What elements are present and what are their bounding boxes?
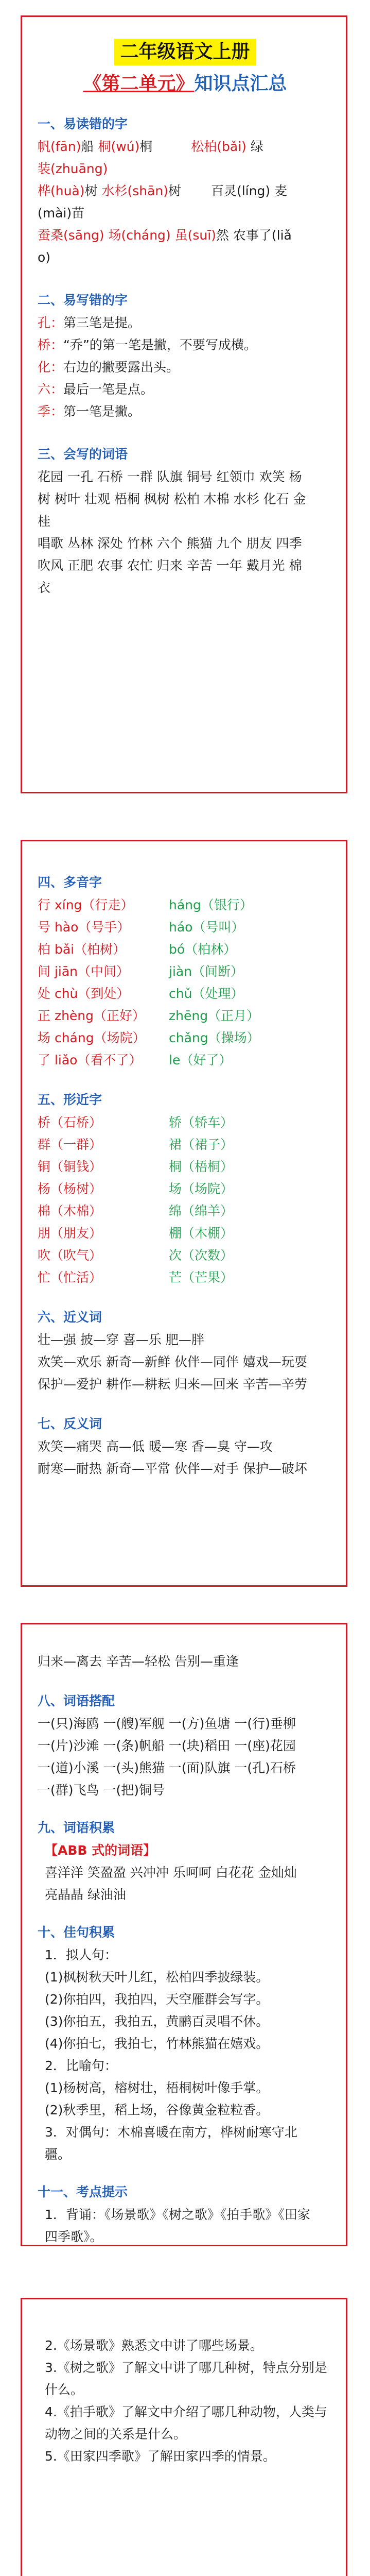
exam-point-line: 2.《场景歌》熟悉文中讲了哪些场景。 xyxy=(45,2338,263,2353)
card-1 xyxy=(21,15,347,793)
similar-char-row-left: 杨（杨树） xyxy=(38,1181,102,1196)
hard-to-read-line xyxy=(38,202,332,224)
antonym-continued-line xyxy=(38,1650,332,1672)
reading-segment: 松柏(bǎi) xyxy=(191,139,246,154)
hard-char: 季： xyxy=(38,404,64,419)
s3-lines xyxy=(38,466,332,599)
reading-segment: 虽(suī) xyxy=(174,228,216,243)
reading-segment: 绿 xyxy=(246,139,263,154)
similar-char-row-right: 裙（裙子） xyxy=(169,1137,234,1152)
section-heading-8: 八、词语搭配 xyxy=(38,1693,115,1708)
polyphone-row-left: 间 jiān（中间） xyxy=(38,964,130,979)
similar-char-row-left: 忙（忙活） xyxy=(38,1270,102,1285)
sentence-line: (1)枫树秋天叶儿红，松柏四季披绿装。 xyxy=(45,1970,269,1985)
hard-to-read-line xyxy=(38,135,332,158)
similar-char-row xyxy=(38,1200,332,1222)
reading-segment: 船 xyxy=(81,139,98,154)
section-heading-5: 五、形近字 xyxy=(38,1092,102,1107)
hard-to-write-item xyxy=(38,400,332,422)
word-line: 吹风 正肥 农事 农忙 归来 辛苦 一年 戴月光 棉 xyxy=(38,558,302,573)
similar-char-row xyxy=(38,1133,332,1156)
reading-segment: 树 xyxy=(84,183,102,198)
exam-point-line: 3.《树之歌》了解文中讲了哪几种树，特点分别是 xyxy=(45,2360,327,2375)
antonym-line: 欢笑—痛哭 高—低 暖—寒 香—臭 守—攻 xyxy=(38,1439,273,1454)
section-heading-3: 三、会写的词语 xyxy=(38,447,128,462)
exam-point-line: 动物之间的关系是什么。 xyxy=(45,2427,187,2442)
reading-segment: 树 xyxy=(168,183,185,198)
section-heading-9: 九、词语积累 xyxy=(38,1820,115,1835)
card-4 xyxy=(21,2298,347,2576)
similar-char-row-left: 群（一群） xyxy=(38,1137,102,1152)
reading-segment: 桐 xyxy=(139,139,191,154)
page-title: 二年级语文上册 xyxy=(114,39,256,65)
subtitle-unit: 《第二单元》 xyxy=(83,73,195,94)
s11-lines xyxy=(38,2204,332,2248)
s10-lines xyxy=(38,1944,332,2165)
hard-to-read-line xyxy=(38,180,332,202)
exam-point-line: 4.《拍手歌》了解文中介绍了哪几种动物，人类与 xyxy=(45,2404,327,2419)
polyphone-row-left: 号 hào（号手） xyxy=(38,920,130,935)
similar-char-row xyxy=(38,1222,332,1244)
hard-to-read-line xyxy=(38,158,332,180)
similar-char-row xyxy=(38,1156,332,1178)
section-heading-1: 一、易读错的字 xyxy=(38,116,128,131)
polyphone-row-left: 行 xíng（行走） xyxy=(38,897,134,912)
reading-segment: (mài)苗 xyxy=(38,206,85,221)
card-2 xyxy=(21,840,347,1587)
similar-char-row-right: 棚（木棚） xyxy=(169,1226,234,1241)
sentence-line: (3)你拍五，我拍五，黄鹂百灵唱不休。 xyxy=(45,2014,269,2029)
section-heading-7: 七、反义词 xyxy=(38,1416,102,1431)
similar-char-row-left: 桥（石桥） xyxy=(38,1115,102,1130)
similar-char-row-left: 铜（铜钱） xyxy=(38,1159,102,1174)
antonym-line: 耐寒—耐热 新奇—平常 伙伴—对手 保护—破坏 xyxy=(38,1461,307,1476)
sentence-line: (1)杨树高，榕树壮，梧桐树叶像手掌。 xyxy=(45,2080,269,2095)
abb-subheading: 【ABB 式的词语】 xyxy=(45,1843,156,1858)
word-line: 衣 xyxy=(38,580,51,595)
word-line: 树 树叶 壮观 梧桐 枫树 松柏 木棉 水杉 化石 金 xyxy=(38,492,306,506)
hard-char: 六： xyxy=(38,382,64,397)
s2-items xyxy=(38,312,332,422)
word-line: 桂 xyxy=(38,514,51,529)
synonym-line: 欢笑—欢乐 新奇—新鲜 伙伴—同伴 嬉戏—玩耍 xyxy=(38,1354,307,1369)
similar-char-row-left: 朋（朋友） xyxy=(38,1226,102,1241)
reading-segment: 帆(fān) xyxy=(38,139,81,154)
similar-char-row xyxy=(38,1111,332,1133)
hard-char-note: “乔”的第一笔是撇，不要写成横。 xyxy=(63,337,257,352)
hard-to-write-item xyxy=(38,378,332,400)
s4-rows xyxy=(38,894,332,1071)
hard-char: 化： xyxy=(38,360,64,375)
hard-to-write-item xyxy=(38,334,332,356)
similar-char-row-right: 次（次数） xyxy=(169,1248,234,1263)
polyphone-row-right: zhēng（正月） xyxy=(169,1008,260,1023)
abb-words-line: 亮晶晶 绿油油 xyxy=(45,1887,126,1902)
reading-segment xyxy=(171,228,175,243)
polyphone-row-left: 柏 bǎi（柏树） xyxy=(38,942,126,957)
subtitle-rest: 知识点汇总 xyxy=(194,73,287,94)
synonym-line: 壮—强 披—穿 喜—乐 肥—胖 xyxy=(38,1332,204,1347)
s8-lines xyxy=(38,1713,332,1801)
word-line: 花园 一孔 石桥 一群 队旗 铜号 红领巾 欢笑 杨 xyxy=(38,469,302,484)
sentence-line: 疆。 xyxy=(45,2147,71,2162)
reading-segment: 百灵(líng) xyxy=(185,183,271,198)
hard-char: 孔： xyxy=(38,315,64,330)
section-heading-2: 二、易写错的字 xyxy=(38,293,128,308)
sentence-line: (2)秋季里，稻上场，谷像黄金粒粒香。 xyxy=(45,2103,269,2117)
similar-char-row-right: 桐（梧桐） xyxy=(169,1159,234,1174)
s5-rows xyxy=(38,1111,332,1289)
hard-char-note: 第一笔是撇。 xyxy=(63,404,141,419)
similar-char-row-right: 轿（轿车） xyxy=(169,1115,234,1130)
card-3 xyxy=(21,1623,347,2246)
reading-segment: 装(zhuāng) xyxy=(38,161,108,176)
collocation-line: 一(群)飞鸟 一(把)铜号 xyxy=(38,1783,165,1798)
sentence-line: 3．对偶句：木棉喜暖在南方，桦树耐寒守北 xyxy=(45,2125,297,2140)
similar-char-row-right: 绵（绵羊） xyxy=(169,1204,234,1218)
polyphone-row xyxy=(38,982,332,1005)
hard-char-note: 右边的撇要露出头。 xyxy=(63,360,180,375)
s6-lines xyxy=(38,1329,332,1395)
reading-segment: 然 农事了(liǎ xyxy=(216,228,292,243)
sentence-line: (2)你拍四，我拍四，天空雁群会写字。 xyxy=(45,1992,269,2007)
collocation-line: 一(道)小溪 一(头)熊猫 一(面)队旗 一(孔)石桥 xyxy=(38,1760,296,1775)
hard-to-write-item xyxy=(38,356,332,378)
word-line: 唱歌 丛林 深处 竹林 六个 熊猫 九个 朋友 四季 xyxy=(38,536,302,551)
polyphone-row xyxy=(38,938,332,960)
s7-lines xyxy=(38,1435,332,1480)
exam-point-line: 5.《田家四季歌》了解田家四季的情景。 xyxy=(45,2449,276,2464)
page-subtitle xyxy=(38,71,332,97)
c4-lines xyxy=(38,2334,332,2467)
polyphone-row-right: chǎng（操场） xyxy=(169,1030,260,1045)
polyphone-row-right: chǔ（处理） xyxy=(169,986,244,1001)
polyphone-row-right: háo（号叫） xyxy=(169,920,244,935)
reading-segment: 水杉(shān) xyxy=(101,183,169,198)
polyphone-row xyxy=(38,1049,332,1071)
sentence-line: 2．比喻句： xyxy=(45,2058,117,2073)
sentence-line: (4)你拍七，我拍七，竹林熊猫在嬉戏。 xyxy=(45,2036,269,2051)
similar-char-row-right: 场（场院） xyxy=(169,1181,234,1196)
hard-to-write-item xyxy=(38,312,332,334)
section-heading-6: 六、近义词 xyxy=(38,1310,102,1325)
synonym-line: 保护—爱护 耕作—耕耘 归来—回来 辛苦—辛劳 xyxy=(38,1377,307,1392)
polyphone-row-left: 正 zhèng（正好） xyxy=(38,1008,146,1023)
sentence-line: 1．拟人句： xyxy=(45,1947,117,1962)
hard-to-read-line xyxy=(38,224,332,246)
polyphone-row-left: 处 chù（到处） xyxy=(38,986,130,1001)
reading-segment: 桐(wú) xyxy=(98,139,140,154)
similar-char-row xyxy=(38,1244,332,1266)
exam-point-line: 1．背诵：《场景歌》《树之歌》《拍手歌》《田家 xyxy=(45,2207,310,2222)
collocation-line: 一(片)沙滩 一(条)帆船 一(块)稻田 一(座)花园 xyxy=(38,1738,296,1753)
section-heading-10: 十、佳句积累 xyxy=(38,1925,115,1940)
exam-point-line: 什么。 xyxy=(45,2382,84,2397)
reading-segment: 场(cháng) xyxy=(104,228,171,243)
similar-char-row-left: 吹（吹气） xyxy=(38,1248,102,1263)
reading-segment: o) xyxy=(38,250,51,265)
title-block xyxy=(38,39,332,97)
section-heading-4: 四、多音字 xyxy=(38,875,102,890)
polyphone-row-right: le（好了） xyxy=(169,1053,232,1067)
hard-char-note: 最后一笔是点。 xyxy=(63,382,154,397)
hard-char-note: 第三笔是提。 xyxy=(63,315,141,330)
polyphone-row-right: háng（银行） xyxy=(169,897,253,912)
exam-point-line: 四季歌》。 xyxy=(45,2229,103,2244)
hard-char: 桥： xyxy=(38,337,64,352)
polyphone-row-left: 场 cháng（场院） xyxy=(38,1030,146,1045)
polyphone-row xyxy=(38,1027,332,1049)
s9-lines xyxy=(38,1861,332,1906)
polyphone-row xyxy=(38,960,332,982)
reading-segment: 桦(huà) xyxy=(38,183,85,198)
similar-char-row-left: 棉（木棉） xyxy=(38,1204,102,1218)
s1-lines xyxy=(38,135,332,268)
similar-char-row xyxy=(38,1178,332,1200)
abb-words-line: 喜洋洋 笑盈盈 兴冲冲 乐呵呵 白花花 金灿灿 xyxy=(45,1865,297,1880)
polyphone-row xyxy=(38,894,332,916)
hard-to-read-line xyxy=(38,246,332,268)
similar-char-row-right: 芒（芒果） xyxy=(169,1270,234,1285)
reading-segment: 麦 xyxy=(270,183,288,198)
polyphone-row xyxy=(38,1005,332,1027)
polyphone-row-left: 了 liǎo（看不了） xyxy=(38,1053,142,1067)
section-heading-11: 十一、考点提示 xyxy=(38,2184,128,2199)
antonym-line: 归来—离去 辛苦—轻松 告别—重逢 xyxy=(38,1654,239,1669)
polyphone-row xyxy=(38,916,332,938)
polyphone-row-right: jiàn（间断） xyxy=(169,964,244,979)
reading-segment: 蚕桑(sāng) xyxy=(38,228,104,243)
polyphone-row-right: bó（柏林） xyxy=(169,942,237,957)
similar-char-row xyxy=(38,1266,332,1289)
collocation-line: 一(只)海鸥 一(艘)军舰 一(方)鱼塘 一(行)垂柳 xyxy=(38,1716,296,1731)
